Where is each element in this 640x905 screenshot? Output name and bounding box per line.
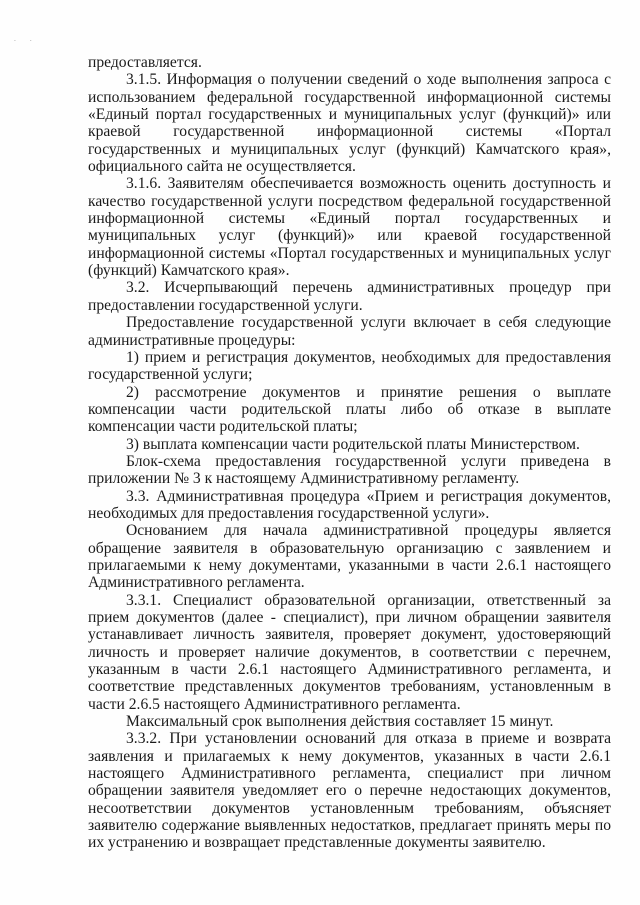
paragraph-procedures-intro: Предоставление государственной услуги включает в себя следующие административные процедуры: [88, 314, 611, 349]
paragraph-basis: Основанием для начала административной процедуры является обращение заявителя в образовательную организацию с заявлением и прилагаемыми к нему документами, указанными в части 2.6.1 настоящего Административного регламента. [88, 522, 611, 592]
paragraph-3-2: 3.2. Исчерпывающий перечень административных процедур при предоставлении государственной услуги. [88, 279, 611, 314]
paragraph-3-1-5: 3.1.5. Информация о получении сведений о ходе выполнения запроса с использованием федеральной государственной информационной системы «Единый портал государственных и муниципальных услуг (функций)» или краевой государственной информационной системы «Портал государственных и муниципальных услуг (функций) Камчатского края», официального сайта не осуществляется. [88, 71, 611, 176]
paragraph-continuation: предоставляется. [88, 54, 202, 71]
paragraph-max-time: Максимальный срок выполнения действия составляет 15 минут. [126, 713, 554, 731]
list-item-1: 1) прием и регистрация документов, необходимых для предоставления государственной услуги; [88, 348, 611, 384]
document-body [88, 54, 611, 852]
paragraph-3-3-1: 3.3.1. Специалист образовательной организации, ответственный за прием документов (далее - специалист), при личном обращении заявителя устанавливает личность заявителя, проверяет документ, удостоверяющий личность и проверяет наличие документов, в соответствии с перечнем, указанным в части 2.6.1 настоящего Административного регламента, и соответствие представленных документов требованиям, установленным в части 2.6.5 настоящего Административного регламента. [88, 591, 611, 713]
paragraph-3-3: 3.3. Административная процедура «Прием и регистрация документов, необходимых для предоставления государственной услуги». [88, 487, 611, 522]
paragraph-3-3-2: 3.3.2. При установлении оснований для отказа в приеме и возврата заявления и прилагаемых к нему документов, указанных в части 2.6.1 настоящего Административного регламента, специалист при личном обращении заявителя уведомляет его о перечне недостающих документов, несоответствии документов установленным требованиям, объясняет заявителю содержание выявленных недостатков, предлагает принять меры по их устранению и возвращает представленные документы заявителю. [88, 730, 611, 852]
list-item-3: 3) выплата компенсации части родительской платы Министерством. [126, 435, 580, 453]
list-item-2: 2) рассмотрение документов и принятие решения о выплате компенсации части родительской платы либо об отказе в выплате компенсации части родительской платы; [88, 383, 611, 436]
scan-marks: · · [14, 38, 38, 45]
paragraph-flowchart: Блок-схема предоставления государственной услуги приведена в приложении № 3 к настоящему Административному регламенту. [88, 452, 611, 488]
paragraph-3-1-6: 3.1.6. Заявителям обеспечивается возможность оценить доступность и качество государственной услуги посредством федеральной государственной информационной системы «Единый портал государственных и муниципальных услуг (функций)» или краевой государственной информационной системы «Портал государственных и муниципальных услуг (функций) Камчатского края». [88, 175, 611, 280]
